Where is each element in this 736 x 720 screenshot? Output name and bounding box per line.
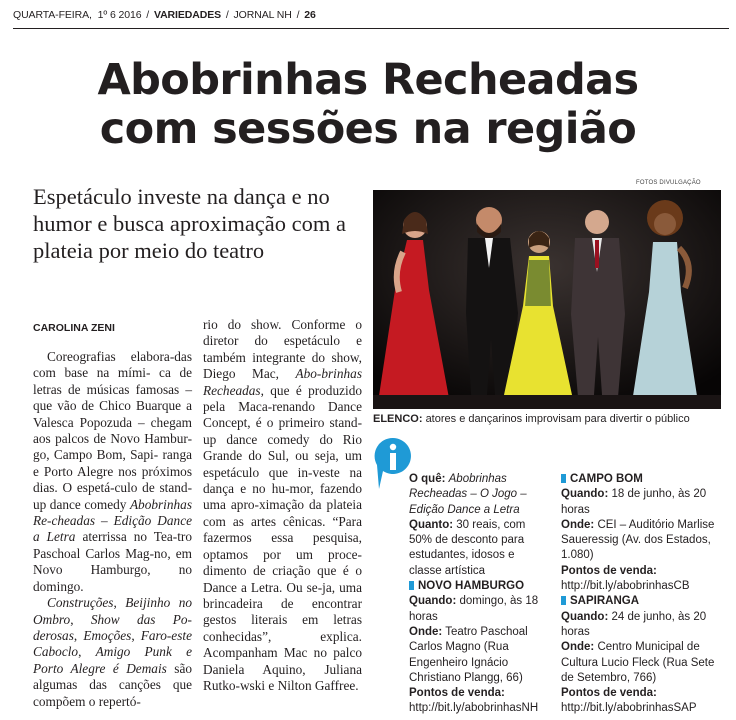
cast-photo — [373, 190, 721, 409]
headline-line-1: Abobrinhas Recheadas — [97, 55, 639, 105]
info-o-que: O quê: Abobrinhas Recheadas – O Jogo – Edição Dance a Letra — [409, 473, 527, 516]
info-box-column-2 — [561, 472, 721, 717]
caption-text: atores e dançarinos improvisam para divertir o público — [425, 413, 690, 425]
caption-label: ELENCO: — [373, 413, 423, 425]
body-paragraph-1: Coreografias elabora-das com base na mími- ca de letras de músicas famosas – que vão de Chico Buarque a Valesca Popozuda – chegam aos palcos de Novo Hambur-go, Campo Bom, Sapi- ranga e Porto Alegre nos próximos dias. O espetá-culo de stand-up dance comedy Abobrinhas Re-cheadas – Edição Dance a Letra aterrissa no Tea-tro Paschoal Carlos Mag-no, em Novo Hamburgo, no domingo. — [33, 349, 193, 594]
header-section: VARIEDADES — [153, 9, 222, 21]
link-sapiranga[interactable]: http://bit.ly/abobrinhasSAP — [561, 702, 697, 715]
headline-line-2: com sessões na região — [99, 104, 637, 154]
header-day: QUARTA-FEIRA, — [13, 9, 92, 21]
link-campo-bom[interactable]: http://bit.ly/abobrinhasCB — [561, 580, 690, 593]
body-column-1 — [33, 349, 192, 710]
info-section-sapiranga: SAPIRANGA Quando: 24 de junho, às 20 horas Onde: Centro Municipal de Cultura Lucio Fleck (Rua Sete de Setembro, 766) Pontos de venda: http://bit.ly/abobrinhasSAP — [561, 595, 715, 715]
header-rule — [13, 28, 729, 29]
link-novo-hamburgo[interactable]: http://bit.ly/abobrinhasNH — [409, 702, 539, 715]
header-paper: JORNAL NH — [233, 9, 292, 21]
info-icon — [373, 436, 413, 494]
body-paragraph-2-continued: rio do show. Conforme o diretor do espetáculo e também integrante do show, Diego Mac, Abo-brinhas Recheadas, que é produzido pela Maca-renando Dance Concept, é o primeiro stand-up dance comedy do Rio Grande do Sul, ou seja, um espetáculo que in-veste na dança e no hu-mor, fazendo uma apro-ximação da plateia com as artes cênicas. “Para fazermos essa pesquisa, optamos por um proce-dimento de criação que é o Dance a Letra. Ou se-ja, uma brincadeira de encontrar gestos literais em letras conhecidas”, explica. Acompanham Mac no palco Daniela Aquino, Juliana Rutko-wski e Nilton Gaffree. — [203, 317, 363, 693]
photo-credit: FOTOS DIVULGAÇÃO — [636, 180, 701, 186]
headline — [12, 56, 724, 154]
byline: CAROLINA ZENI — [33, 322, 115, 334]
page-header: QUARTA-FEIRA, 1º 6 2016 / VARIEDADES / JORNAL NH / 26 — [13, 9, 729, 29]
cast-photo-illustration — [373, 190, 721, 409]
body-column-2 — [203, 317, 362, 694]
info-quanto: Quanto: 30 reais, com 50% de desconto para estudantes, idosos e classe artística — [409, 518, 526, 577]
section-marker — [561, 474, 566, 483]
deck-subtitle: Espetáculo investe na dança e no humor e busca aproximação com a plateia por meio do teatro — [33, 184, 347, 263]
header-date: 1º 6 2016 — [97, 9, 142, 21]
section-marker — [561, 596, 566, 605]
photo-caption — [373, 413, 733, 425]
body-paragraph-2: Construções, Beijinho no Ombro, Show das Po-derosas, Emoções, Faro-este Caboclo, Amigo Punk e Porto Alegre é Demais são algumas das canções que compõem o repertó- — [33, 595, 193, 709]
info-section-novo-hamburgo: NOVO HAMBURGO Quando: domingo, às 18 horas Onde: Teatro Paschoal Carlos Magno (Rua Engenheiro Ignácio Christiano Plangg, 66) Pontos de venda: http://bit.ly/abobrinhasNH — [409, 580, 539, 715]
section-marker — [409, 581, 414, 590]
info-box-column-1 — [409, 472, 549, 717]
header-page-number: 26 — [304, 9, 316, 21]
info-section-campo-bom: CAMPO BOM Quando: 18 de junho, às 20 horas Onde: CEI – Auditório Marlise Saueressig (Av. dos Estados, 1.080) Pontos de venda: http://bit.ly/abobrinhasCB — [561, 473, 715, 593]
